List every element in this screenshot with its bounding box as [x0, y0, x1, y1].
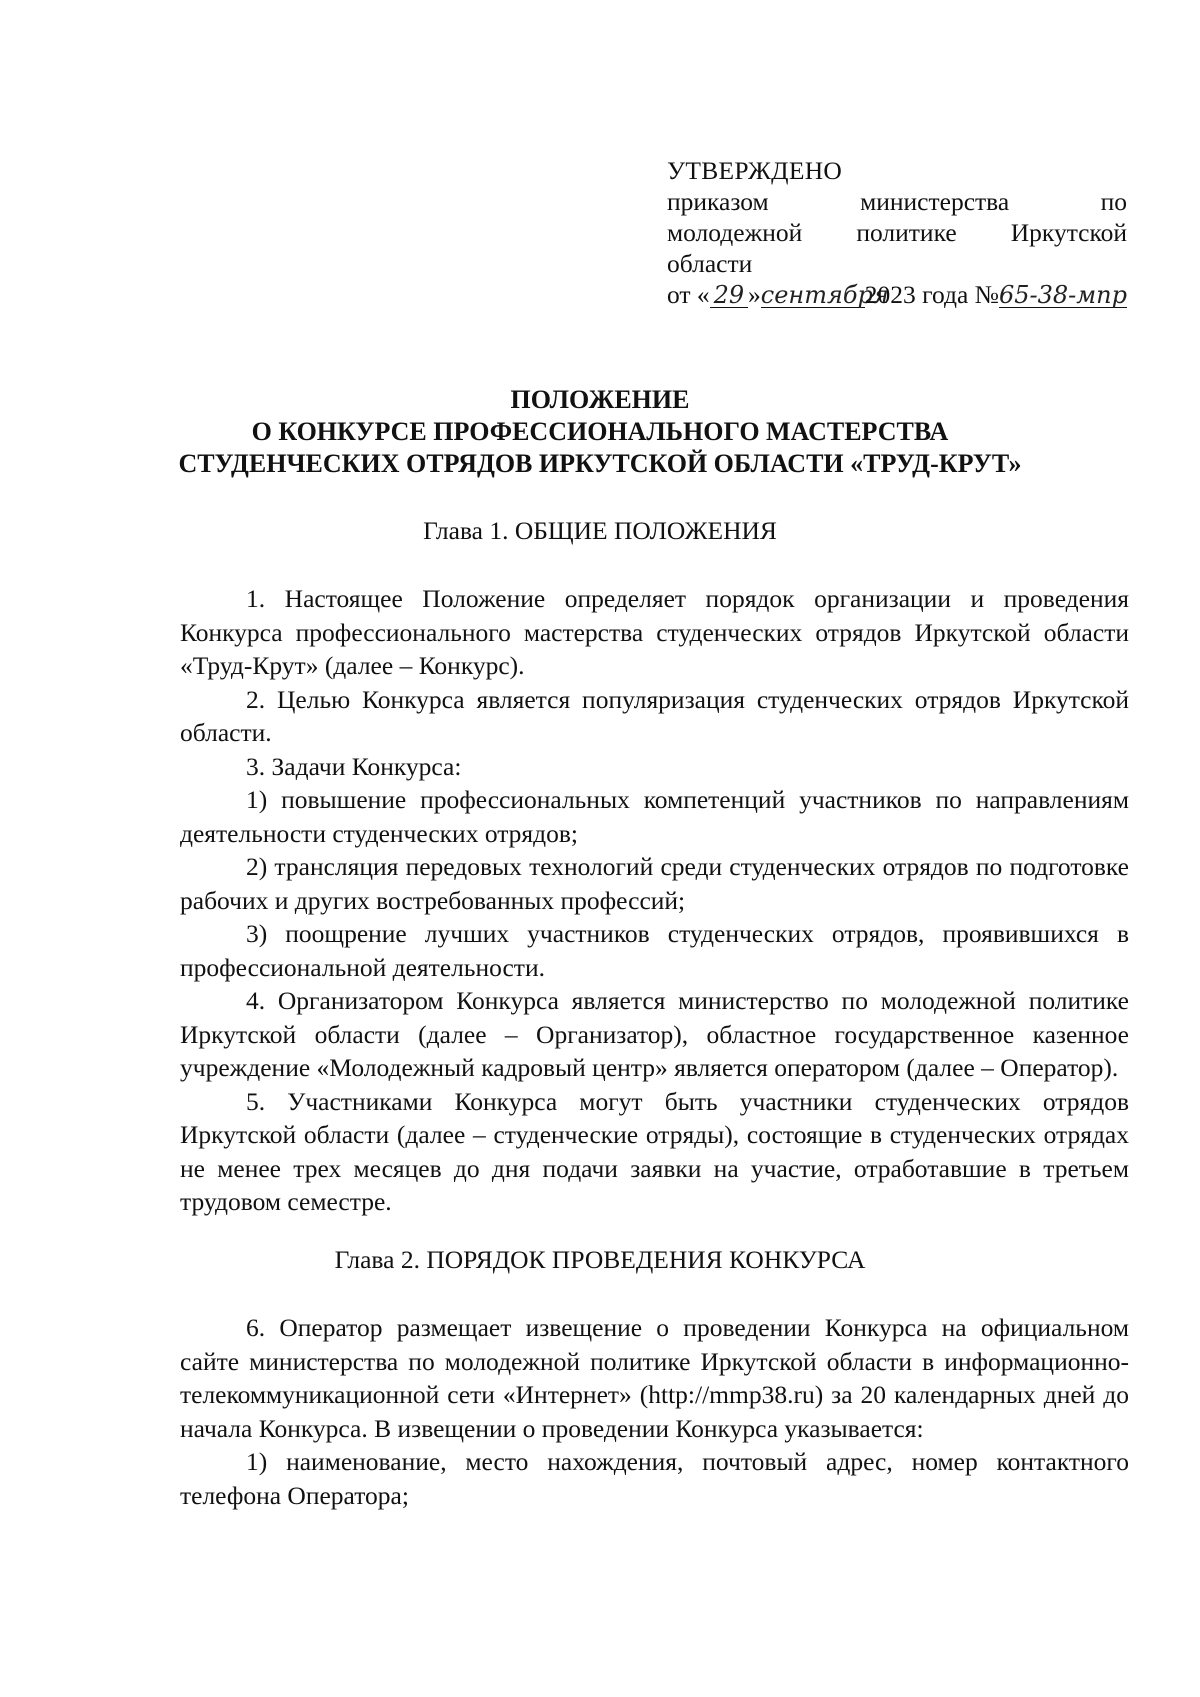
paragraph: 5. Участниками Конкурса могут быть участники студенческих отрядов Иркутской области (далее – студенческие отряды), состоящие в студенческих отрядах не менее трех месяцев до дня подачи заявки на участие, отработавшие в третьем трудовом семестре.: [180, 1086, 1129, 1216]
paragraph: 2) трансляция передовых технологий среди студенческих отрядов по подготовке рабочих и других востребованных профессий;: [180, 852, 1129, 915]
approval-line-3: области: [667, 249, 753, 278]
paragraph: 6. Оператор размещает извещение о проведении Конкурса на официальном сайте министерства по молодежной политике Иркутской области в информационно-телекоммуникационной сети «Интернет» (http://mmp38.ru) за 20 календарных дней до начала Конкурса. В извещении о проведении Конкурса указывается:: [180, 1313, 1129, 1443]
approval-title: УТВЕРЖДЕНО: [667, 156, 843, 185]
heading-line-2: О КОНКУРСЕ ПРОФЕССИОНАЛЬНОГО МАСТЕРСТВА: [251, 417, 949, 446]
paragraph: 4. Организатором Конкурса является министерство по молодежной политике Иркутской области (далее – Организатор), областное государственное казенное учреждение «Молодежный кадровый центр» является оператором (далее – Оператор).: [180, 986, 1129, 1082]
paragraph: 1) наименование, место нахождения, почтовый адрес, номер контактного телефона Оператора;: [180, 1447, 1129, 1510]
document-heading: [100, 384, 1100, 480]
paragraph: 3. Задачи Конкурса:: [246, 751, 462, 781]
heading-line-3: СТУДЕНЧЕСКИХ ОТРЯДОВ ИРКУТСКОЙ ОБЛАСТИ «ТРУД-КРУТ»: [178, 449, 1022, 478]
paragraph: 3) поощрение лучших участников студенческих отрядов, проявившихся в профессиональной деятельности.: [180, 919, 1129, 982]
approval-stamp: [667, 155, 1127, 310]
handwritten-month: сентября: [760, 281, 889, 309]
approval-line-2: молодежной политике Иркутской: [667, 218, 1127, 247]
chapter-2-body: [180, 1311, 1129, 1512]
paragraph: 2. Целью Конкурса является популяризация студенческих отрядов Иркутской области.: [180, 684, 1129, 747]
approval-line-1: приказом министерства по: [667, 187, 1127, 216]
handwritten-order-number: 65-38-мпр: [998, 281, 1127, 309]
approval-date-line: от « 29 » сентября 2023 года № 65-38-мпр: [667, 280, 1127, 309]
chapter-1-title: Глава 1. ОБЩИЕ ПОЛОЖЕНИЯ: [423, 516, 777, 545]
chapter-2-title: Глава 2. ПОРЯДОК ПРОВЕДЕНИЯ КОНКУРСА: [334, 1245, 866, 1274]
paragraph: 1. Настоящее Положение определяет порядок организации и проведения Конкурса профессионального мастерства студенческих отрядов Иркутской области «Труд-Крут» (далее – Конкурс).: [180, 584, 1129, 680]
chapter-1-body: [180, 582, 1129, 1219]
paragraph: 1) повышение профессиональных компетенций участников по направлениям деятельности студенческих отрядов;: [180, 785, 1129, 848]
heading-line-1: ПОЛОЖЕНИЕ: [510, 385, 690, 414]
handwritten-day: 29: [710, 283, 748, 308]
